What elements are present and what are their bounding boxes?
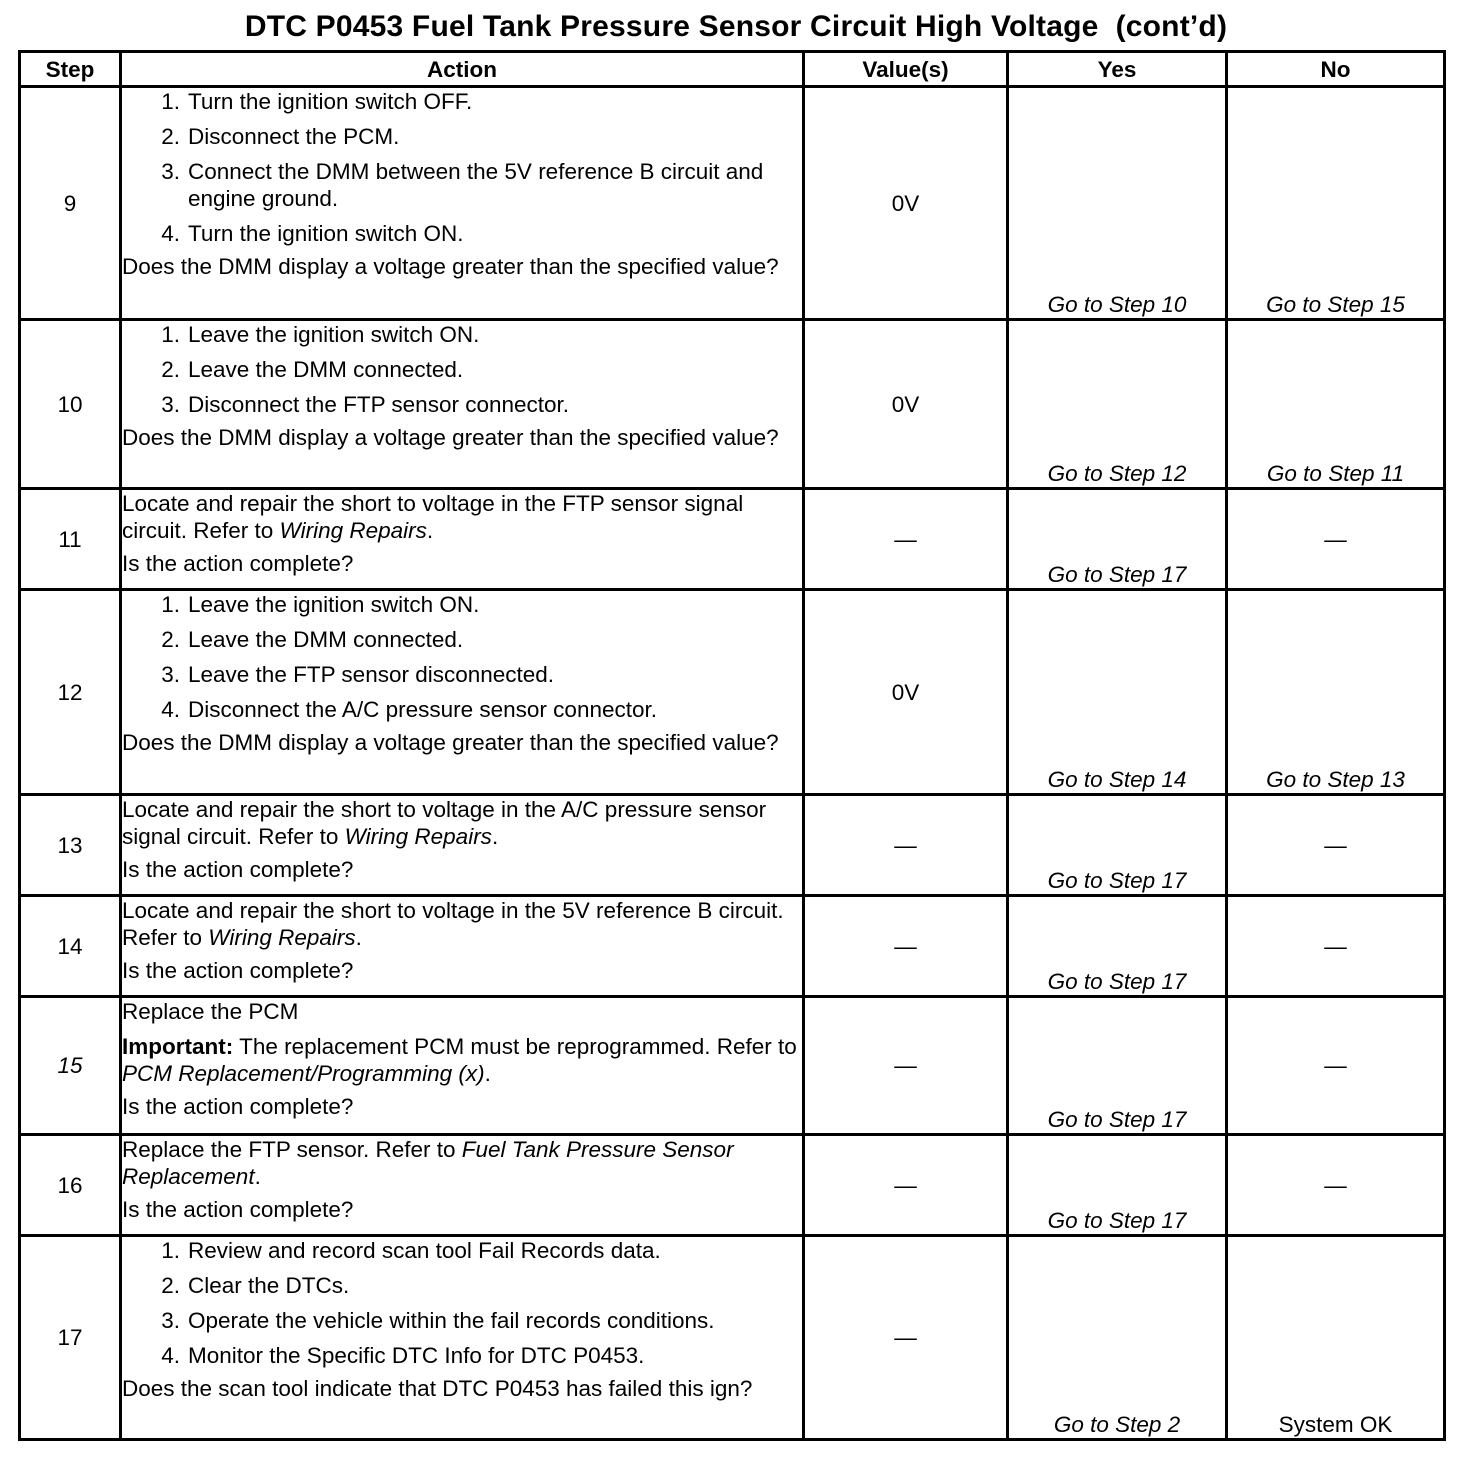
- value-cell: —: [804, 1236, 1008, 1440]
- action-cell: [121, 87, 804, 320]
- reference-link: Wiring Repairs: [344, 824, 492, 849]
- action-text: Locate and repair the short to voltage in the FTP sensor signal circuit. Refer to Wiring Repairs.: [122, 491, 744, 543]
- no-cell: —: [1227, 997, 1445, 1135]
- action-cell: [121, 795, 804, 896]
- list-item: 4. Disconnect the A/C pressure sensor connector.: [161, 697, 657, 722]
- question: Is the action complete?: [122, 1197, 354, 1222]
- value-cell: —: [804, 489, 1008, 590]
- no-cell: —: [1227, 795, 1445, 896]
- reference-link: Wiring Repairs: [279, 518, 427, 543]
- table-row: [20, 795, 1445, 896]
- numbered-list: [122, 1237, 802, 1369]
- value-cell: 0V: [804, 320, 1008, 489]
- action-cell: [121, 590, 804, 795]
- page-title: DTC P0453 Fuel Tank Pressure Sensor Circuit High Voltage (cont’d): [244, 10, 1228, 43]
- list-item: 1. Turn the ignition switch OFF.: [161, 89, 473, 114]
- value-cell: —: [804, 896, 1008, 997]
- header-row: [20, 52, 1445, 87]
- action-text: Locate and repair the short to voltage in the 5V reference B circuit. Refer to Wiring Repairs.: [122, 898, 784, 950]
- question: Is the action complete?: [122, 857, 354, 882]
- numbered-list: [122, 321, 802, 418]
- reference-link: Wiring Repairs: [208, 925, 356, 950]
- table-row: [20, 1135, 1445, 1236]
- action-cell: [121, 1236, 804, 1440]
- table-row: [20, 87, 1445, 320]
- no-cell: Go to Step 13: [1227, 590, 1445, 795]
- value-cell: —: [804, 997, 1008, 1135]
- yes-cell: Go to Step 14: [1008, 590, 1227, 795]
- step-number: 17: [20, 1236, 121, 1440]
- table-row: [20, 1236, 1445, 1440]
- action-cell: [121, 896, 804, 997]
- list-item: 1. Leave the ignition switch ON.: [161, 592, 480, 617]
- list-item: 1. Leave the ignition switch ON.: [161, 322, 480, 347]
- step-number: 12: [20, 590, 121, 795]
- step-number: 10: [20, 320, 121, 489]
- value-cell: —: [804, 1135, 1008, 1236]
- question: Is the action complete?: [122, 1094, 354, 1119]
- header-values: Value(s): [804, 52, 1008, 87]
- table-row: [20, 489, 1445, 590]
- list-item: 3. Leave the FTP sensor disconnected.: [161, 662, 555, 687]
- table-row: [20, 320, 1445, 489]
- action-cell: [121, 1135, 804, 1236]
- action-text: Replace the FTP sensor. Refer to Fuel Tank Pressure Sensor Replacement.: [122, 1137, 734, 1189]
- header-action: Action: [121, 52, 804, 87]
- value-cell: 0V: [804, 590, 1008, 795]
- question: Is the action complete?: [122, 551, 354, 576]
- action-text: Replace the PCM: [122, 999, 299, 1024]
- step-number: 13: [20, 795, 121, 896]
- header-step: Step: [20, 52, 121, 87]
- yes-cell: Go to Step 2: [1008, 1236, 1227, 1440]
- no-cell: Go to Step 15: [1227, 87, 1445, 320]
- no-cell: Go to Step 11: [1227, 320, 1445, 489]
- no-cell: —: [1227, 489, 1445, 590]
- step-number: 15: [20, 997, 121, 1135]
- yes-cell: Go to Step 17: [1008, 896, 1227, 997]
- value-cell: —: [804, 795, 1008, 896]
- reference-link: Fuel Tank Pressure Sensor Replacement: [122, 1137, 734, 1189]
- numbered-list: [122, 88, 802, 247]
- question: Does the DMM display a voltage greater than the specified value?: [122, 730, 779, 755]
- step-number: 16: [20, 1135, 121, 1236]
- reference-link: PCM Replacement/Programming (x): [122, 1061, 485, 1086]
- list-item: 2. Clear the DTCs.: [161, 1273, 350, 1298]
- step-number: 9: [20, 87, 121, 320]
- yes-cell: Go to Step 12: [1008, 320, 1227, 489]
- list-item: 1. Review and record scan tool Fail Records data.: [161, 1238, 661, 1263]
- yes-cell: Go to Step 17: [1008, 489, 1227, 590]
- list-item: 4. Monitor the Specific DTC Info for DTC P0453.: [161, 1343, 645, 1368]
- list-item: 3. Connect the DMM between the 5V reference B circuit and engine ground.: [161, 159, 764, 211]
- step-number: 14: [20, 896, 121, 997]
- list-item: 4. Turn the ignition switch ON.: [161, 221, 464, 246]
- list-item: 3. Disconnect the FTP sensor connector.: [161, 392, 570, 417]
- question: Does the DMM display a voltage greater than the specified value?: [122, 254, 779, 279]
- list-item: 2. Leave the DMM connected.: [161, 627, 464, 652]
- yes-cell: Go to Step 17: [1008, 997, 1227, 1135]
- diagnostic-table: [18, 50, 1446, 1441]
- no-cell: —: [1227, 896, 1445, 997]
- question: Does the DMM display a voltage greater than the specified value?: [122, 425, 779, 450]
- header-no: No: [1227, 52, 1445, 87]
- question: Does the scan tool indicate that DTC P0453 has failed this ign?: [122, 1376, 753, 1401]
- action-cell: [121, 320, 804, 489]
- header-yes: Yes: [1008, 52, 1227, 87]
- yes-cell: Go to Step 17: [1008, 795, 1227, 896]
- table-row: [20, 997, 1445, 1135]
- list-item: 2. Disconnect the PCM.: [161, 124, 400, 149]
- important-note: Important: The replacement PCM must be reprogrammed. Refer to PCM Replacement/Programming (x).: [122, 1034, 797, 1086]
- yes-cell: Go to Step 10: [1008, 87, 1227, 320]
- question: Is the action complete?: [122, 958, 354, 983]
- action-cell: [121, 489, 804, 590]
- table-row: [20, 896, 1445, 997]
- numbered-list: [122, 591, 802, 723]
- list-item: 2. Leave the DMM connected.: [161, 357, 464, 382]
- step-number: 11: [20, 489, 121, 590]
- list-item: 3. Operate the vehicle within the fail records conditions.: [161, 1308, 715, 1333]
- no-cell: System OK: [1227, 1236, 1445, 1440]
- action-text: Locate and repair the short to voltage in the A/C pressure sensor signal circuit. Refer to Wiring Repairs.: [122, 797, 767, 849]
- no-cell: —: [1227, 1135, 1445, 1236]
- value-cell: 0V: [804, 87, 1008, 320]
- yes-cell: Go to Step 17: [1008, 1135, 1227, 1236]
- table-row: [20, 590, 1445, 795]
- action-cell: [121, 997, 804, 1135]
